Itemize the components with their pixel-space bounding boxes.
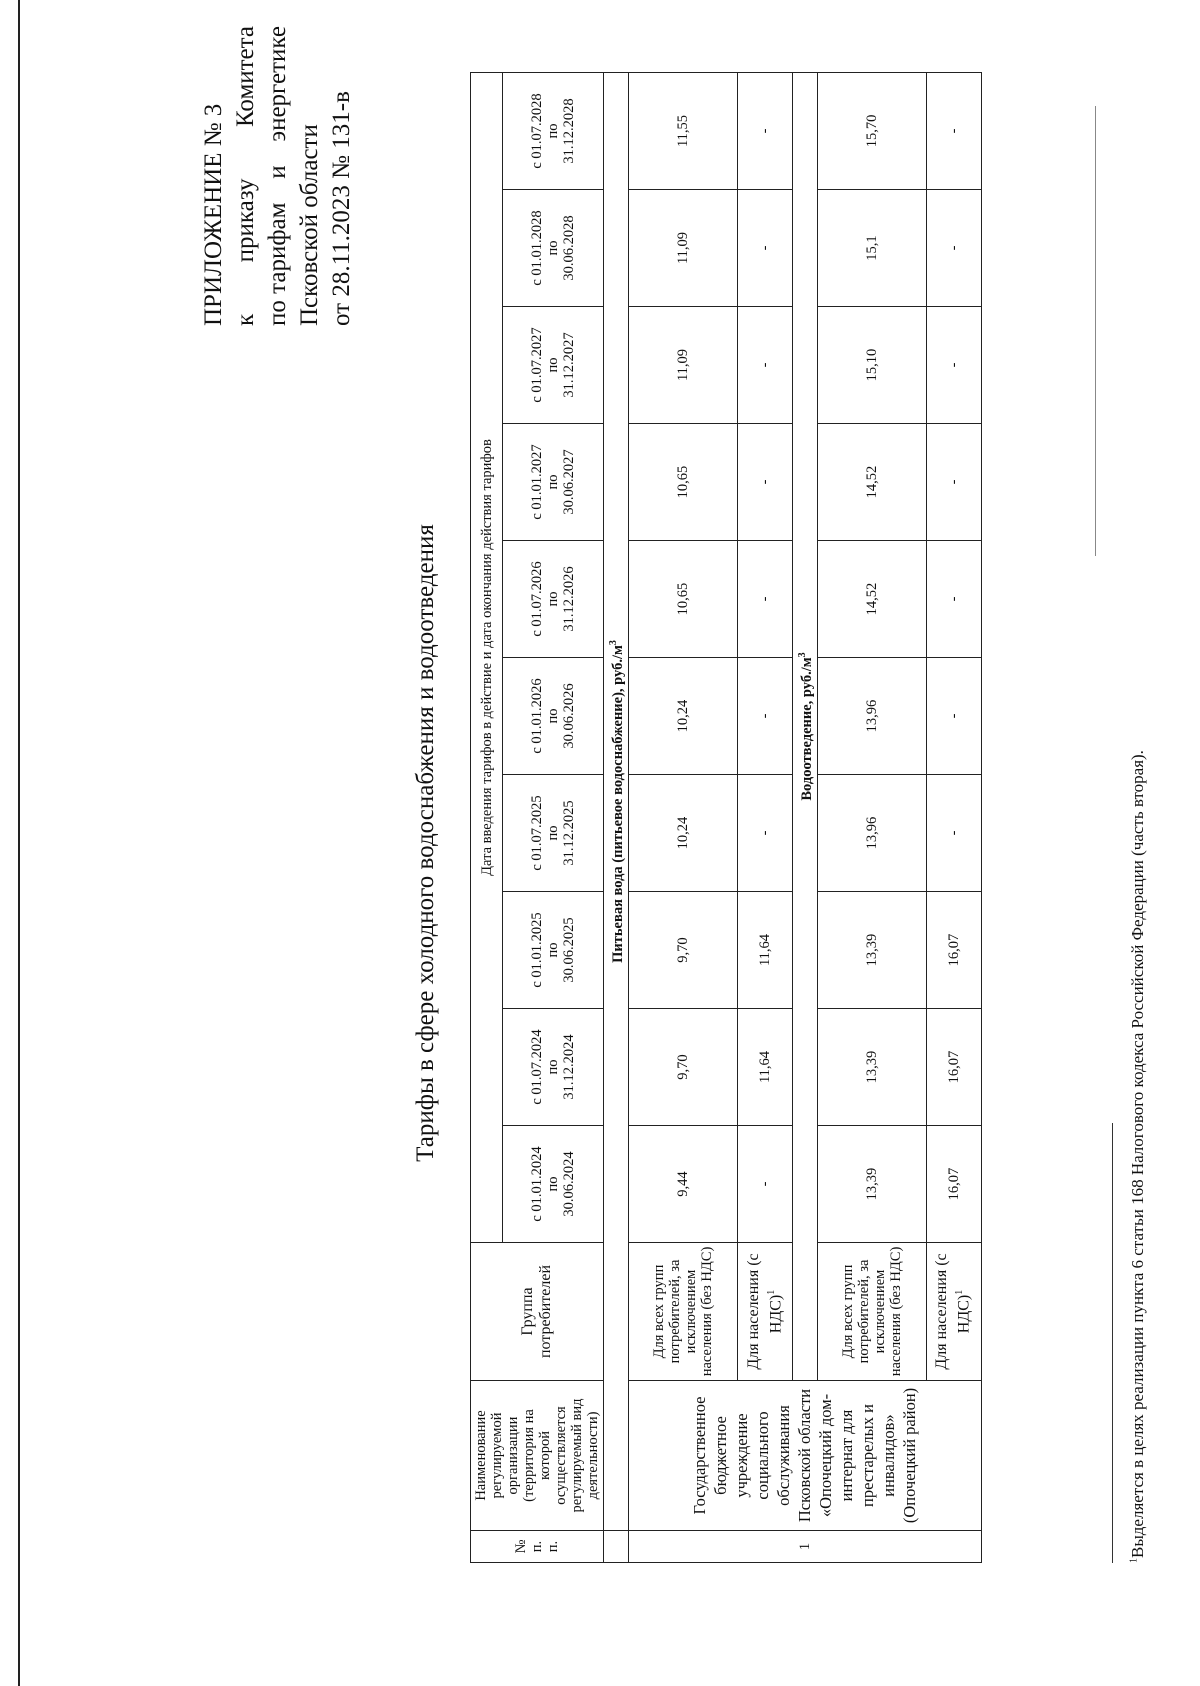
sewer-pop-row [926, 72, 981, 1562]
tariff-value-cell: 13,39 [817, 892, 926, 1009]
tariffs-table [470, 72, 982, 1563]
group-pop-sewer-sup: 1 [954, 1289, 966, 1295]
period-header [503, 190, 604, 307]
col-group-header: Группа потребителей [471, 1243, 604, 1381]
period-header [503, 424, 604, 541]
appendix-number: ПРИЛОЖЕНИЕ № 3 [200, 103, 227, 326]
period-from: с 01.07.2025 [529, 795, 546, 871]
period-from: с 01.07.2024 [529, 1029, 546, 1105]
period-po: по [545, 942, 562, 958]
section-sewer-label: Водоотведение, руб./м [798, 657, 815, 801]
document-title: Тарифы в сфере холодного водоснабжения и водоотведения [412, 524, 439, 1162]
tariff-value-cell: 11,09 [628, 190, 737, 307]
period-to: 30.06.2027 [561, 449, 578, 515]
tariff-value-cell: 9,44 [628, 1126, 737, 1243]
period-to: 31.12.2026 [561, 566, 578, 632]
period-to: 30.06.2026 [561, 683, 578, 749]
tariff-value-cell: 16,07 [926, 892, 981, 1009]
section-water [604, 72, 629, 1530]
tariff-value-cell: 13,39 [817, 1009, 926, 1126]
period-from: с 01.07.2027 [529, 327, 546, 403]
period-po: по [545, 708, 562, 724]
tariff-value-cell: 16,07 [926, 1126, 981, 1243]
period-from: с 01.07.2028 [529, 93, 546, 169]
period-from: с 01.01.2027 [529, 444, 546, 520]
tariff-value-cell: 15,70 [817, 72, 926, 189]
tariff-value-cell: - [737, 424, 792, 541]
col-org-header: Наименование регулируемой организации (территория на которой осуществляется регулируемый вид деятельности) [471, 1381, 604, 1531]
period-header [503, 307, 604, 424]
period-header [503, 541, 604, 658]
period-to: 30.06.2028 [561, 215, 578, 281]
period-header [503, 658, 604, 775]
sewer-all-row [817, 72, 926, 1562]
tariff-value-cell: - [737, 72, 792, 189]
tariff-value-cell: - [926, 190, 981, 307]
period-to: 31.12.2025 [561, 800, 578, 866]
appendix-k: к [232, 313, 259, 326]
period-to: 30.06.2025 [561, 917, 578, 983]
group-all-water: Для всех групп потребителей, за исключением населения (без НДС) [628, 1243, 737, 1381]
period-header [503, 72, 604, 189]
tariff-value-cell: - [737, 775, 792, 892]
tariff-value-cell: - [737, 1126, 792, 1243]
col-dates-header: Дата введения тарифов в действие и дата окончания действия тарифов [471, 72, 503, 1242]
period-to: 31.12.2024 [561, 1034, 578, 1100]
period-header [503, 775, 604, 892]
tariff-value-cell: 11,64 [737, 892, 792, 1009]
tariff-value-cell: - [926, 72, 981, 189]
tariff-value-cell: - [737, 307, 792, 424]
tariff-value-cell: 14,52 [817, 541, 926, 658]
period-po: по [545, 825, 562, 841]
appendix-prikazu: приказу [232, 178, 259, 263]
appendix-tariffs: по тарифам [264, 202, 291, 326]
tariff-value-cell: 11,09 [628, 307, 737, 424]
period-po: по [545, 357, 562, 373]
section-water-row [604, 72, 629, 1562]
tariff-value-cell: 16,07 [926, 1009, 981, 1126]
tariff-value-cell: 15,10 [817, 307, 926, 424]
tariff-value-cell: - [737, 541, 792, 658]
tariff-value-cell: - [926, 775, 981, 892]
period-to: 31.12.2027 [561, 332, 578, 398]
tariff-value-cell: 13,39 [817, 1126, 926, 1243]
period-po: по [545, 1176, 562, 1192]
col-no-header: № п. п. [471, 1531, 604, 1563]
no-cell-spacer [604, 1531, 629, 1563]
appendix-line-order [230, 26, 262, 326]
period-from: с 01.01.2026 [529, 678, 546, 754]
group-pop-water-sup: 1 [765, 1289, 777, 1295]
period-to: 30.06.2024 [561, 1151, 578, 1217]
tariff-value-cell: - [737, 190, 792, 307]
period-from: с 01.01.2028 [529, 210, 546, 286]
appendix-line-tariffs [262, 26, 294, 326]
tariff-value-cell: - [926, 541, 981, 658]
appendix-and: и [264, 165, 291, 179]
group-pop-water-label: Для населения (с НДС) [744, 1253, 784, 1370]
header-row [471, 72, 503, 1562]
section-water-label: Питьевая вода (питьевое водоснабжение), руб./м [609, 645, 626, 963]
tariff-value-cell: - [926, 307, 981, 424]
section-sewer [792, 72, 817, 1380]
footnote [1128, 263, 1148, 1563]
group-pop-sewer-label: Для населения (с НДС) [933, 1253, 973, 1370]
tariff-value-cell: 11,55 [628, 72, 737, 189]
period-from: с 01.01.2025 [529, 912, 546, 988]
appendix-header [198, 26, 358, 326]
period-from: с 01.07.2026 [529, 561, 546, 637]
period-header [503, 892, 604, 1009]
group-pop-sewer [926, 1243, 981, 1381]
tariff-value-cell: 10,65 [628, 424, 737, 541]
tariff-value-cell: 13,96 [817, 775, 926, 892]
group-all-sewer: Для всех групп потребителей, за исключением населения (без НДС) [817, 1243, 926, 1381]
period-from: с 01.01.2024 [529, 1146, 546, 1222]
tariff-value-cell: 14,52 [817, 424, 926, 541]
appendix-energy: энергетике [264, 26, 291, 142]
period-header [503, 1009, 604, 1126]
period-to: 31.12.2028 [561, 98, 578, 164]
group-pop-water [737, 1243, 792, 1381]
period-po: по [545, 240, 562, 256]
organization-name: Государственное бюджетное учреждение социального обслуживания Псковской области «Опочецкий дом-интернат для престарелых и инвалидов» (Опочецкий район) [628, 1381, 981, 1531]
tariff-value-cell: 15,1 [817, 190, 926, 307]
water-all-row [628, 72, 737, 1562]
tariff-value-cell: 9,70 [628, 892, 737, 1009]
tariff-value-cell: 13,96 [817, 658, 926, 775]
tariff-value-cell: 11,64 [737, 1009, 792, 1126]
period-po: по [545, 1059, 562, 1075]
footnote-separator [1112, 1123, 1113, 1563]
period-po: по [545, 474, 562, 490]
footnote-sup: 1 [1128, 1558, 1140, 1563]
period-po: по [545, 123, 562, 139]
tariff-value-cell: 10,24 [628, 658, 737, 775]
separator-line [1095, 106, 1096, 556]
row-number: 1 [628, 1531, 981, 1563]
period-header [503, 1126, 604, 1243]
tariff-value-cell: 10,65 [628, 541, 737, 658]
appendix-committee: Комитета [232, 26, 259, 128]
appendix-date: от 28.11.2023 № 131-в [328, 91, 355, 326]
tariff-value-cell: - [926, 658, 981, 775]
tariff-value-cell: 10,24 [628, 775, 737, 892]
section-water-sup: 3 [608, 640, 619, 646]
footnote-text: Выделяется в целях реализации пункта 6 статьи 168 Налогового кодекса Российской Федерации (часть вторая). [1128, 750, 1147, 1558]
appendix-region: Псковской области [296, 124, 323, 326]
tariff-value-cell: - [926, 424, 981, 541]
tariff-value-cell: - [737, 658, 792, 775]
water-pop-row [737, 72, 792, 1562]
tariff-value-cell: 9,70 [628, 1009, 737, 1126]
section-sewer-row [792, 72, 817, 1562]
period-po: по [545, 591, 562, 607]
section-sewer-sup: 3 [796, 652, 808, 658]
